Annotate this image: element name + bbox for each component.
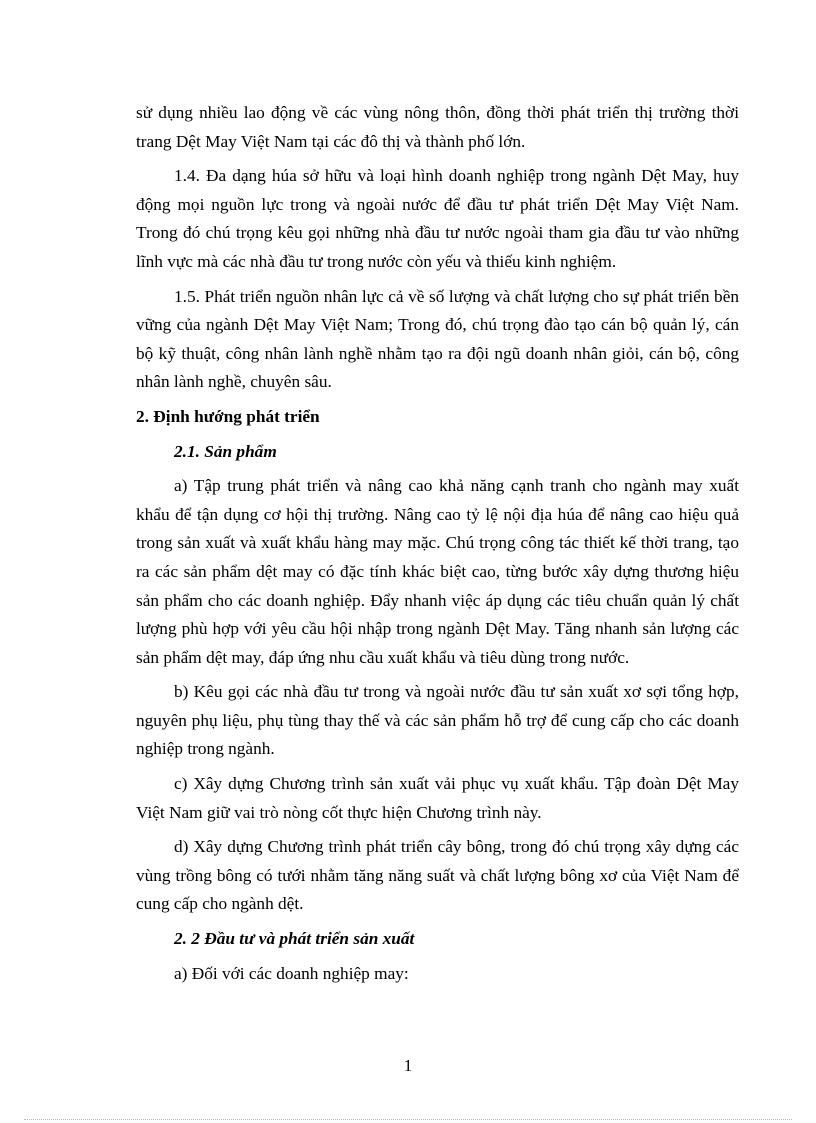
paragraph-2-1-c: c) Xây dựng Chương trình sản xuất vải phục vụ xuất khẩu. Tập đoàn Dệt May Việt Nam giữ vai trò nòng cốt thực hiện Chương trình này. <box>136 774 739 822</box>
section-heading-2: 2. Định hướng phát triển <box>136 406 320 426</box>
paragraph-continuation: sử dụng nhiều lao động về các vùng nông thôn, đồng thời phát triển thị trường thời trang Dệt May Việt Nam tại các đô thị và thành phố lớn. <box>136 103 739 151</box>
paragraph-1-4: 1.4. Đa dạng húa sở hữu và loại hình doanh nghiệp trong ngành Dệt May, huy động mọi nguồn lực trong và ngoài nước để đầu tư phát triển Dệt May Việt Nam. Trong đó chú trọng kêu gọi những nhà đầu tư nước ngoài tham gia đầu tư vào những lĩnh vực mà các nhà đầu tư trong nước còn yếu và thiếu kinh nghiệm. <box>136 166 739 271</box>
paragraph-1-5: 1.5. Phát triển nguồn nhân lực cả về số lượng và chất lượng cho sự phát triển bền vững của ngành Dệt May Việt Nam; Trong đó, chú trọng đào tạo cán bộ quản lý, cán bộ kỹ thuật, công nhân lành nghề nhằm tạo ra đội ngũ doanh nhân giỏi, cán bộ, công nhân lành nghề, chuyên sâu. <box>136 286 739 392</box>
paragraph-2-1-a: a) Tập trung phát triển và nâng cao khả năng cạnh tranh cho ngành may xuất khẩu để tận dụng cơ hội thị trường. Nâng cao tỷ lệ nội địa húa để nâng cao hiệu quả trong sản xuất và xuất khẩu hàng may mặc. Chú trọng công tác thiết kế thời trang, tạo ra các sản phẩm dệt may có đặc tính khác biệt cao, từng bước xây dựng thương hiệu sản phẩm cho các doanh nghiệp. Đẩy nhanh việc áp dụng các tiêu chuẩn quản lý chất lượng phù hợp với yêu cầu hội nhập trong ngành Dệt May. Tăng nhanh sản lượng các sản phẩm dệt may, đáp ứng nhu cầu xuất khẩu và tiêu dùng trong nước. <box>136 476 739 667</box>
document-body <box>136 99 739 994</box>
paragraph-2-1-d: d) Xây dựng Chương trình phát triển cây bông, trong đó chú trọng xây dựng các vùng trồng bông có tưới nhằm tăng năng suất và chất lượng bông xơ của Việt Nam để cung cấp cho ngành dệt. <box>136 837 739 914</box>
page-number: 1 <box>403 1056 413 1075</box>
page-bottom-divider <box>24 1119 792 1120</box>
paragraph-2-1-b: b) Kêu gọi các nhà đầu tư trong và ngoài nước đầu tư sản xuất xơ sợi tổng hợp, nguyên phụ liệu, phụ tùng thay thế và các sản phẩm hỗ trợ để cung cấp cho các doanh nghiệp trong ngành. <box>136 682 739 759</box>
paragraph-2-2-a: a) Đối với các doanh nghiệp may: <box>174 963 409 983</box>
subsection-heading-2-1: 2.1. Sản phẩm <box>174 441 277 461</box>
subsection-heading-2-2: 2. 2 Đầu tư và phát triển sản xuất <box>174 929 415 949</box>
